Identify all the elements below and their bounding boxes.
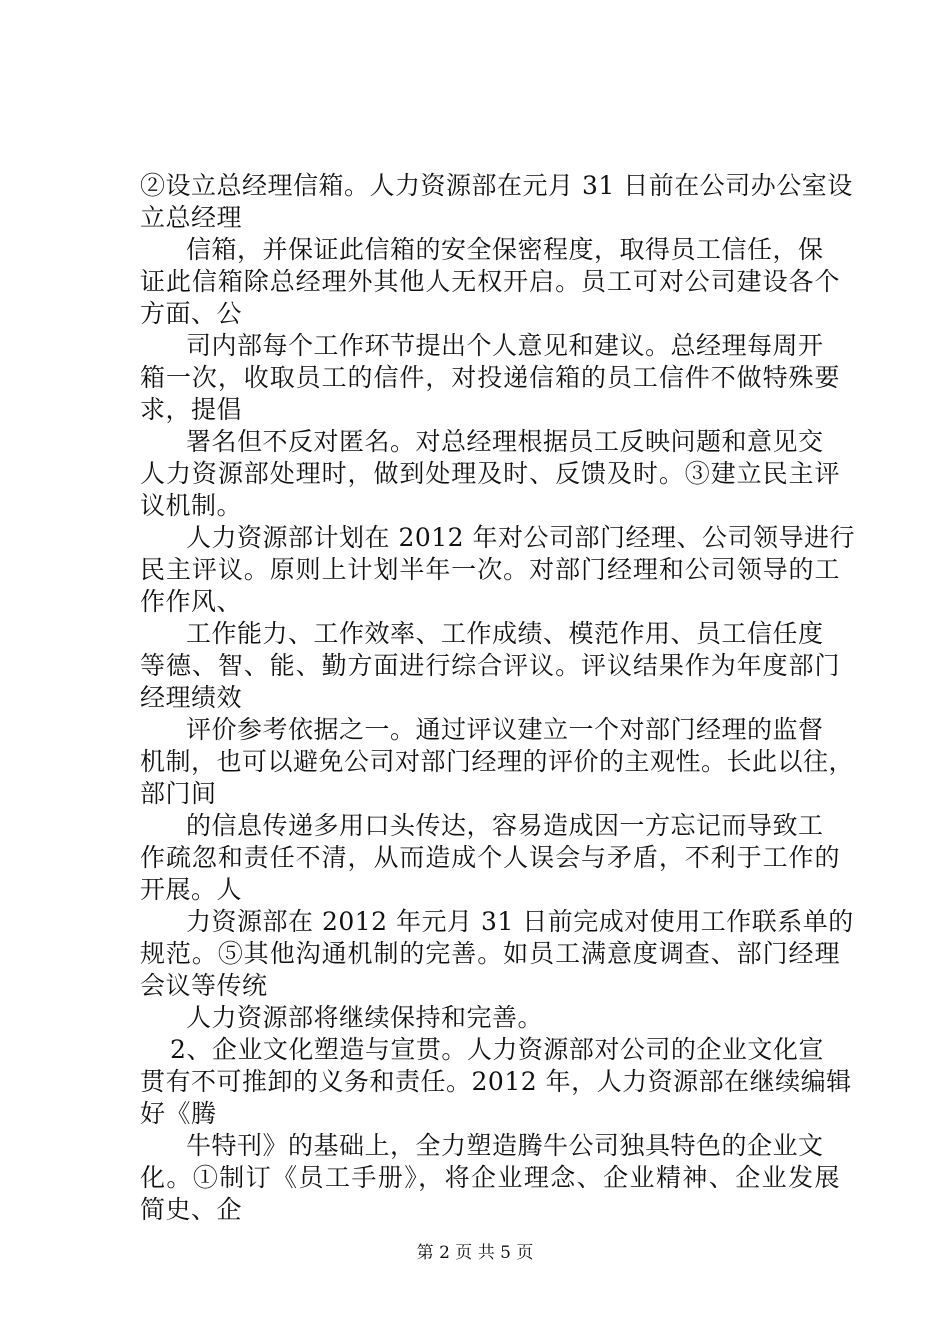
text-line: 开展。人	[140, 875, 243, 904]
text-line: ②设立总经理信箱。人力资源部在元月 31 日前在公司办公室设	[140, 171, 853, 200]
text-line: 简史、企	[140, 1195, 243, 1224]
text-line: 民主评议。原则上计划半年一次。对部门经理和公司领导的工	[140, 555, 840, 584]
text-line: 议机制。	[140, 491, 243, 520]
text-line: 司内部每个工作环节提出个人意见和建议。总经理每周开	[186, 331, 824, 360]
body-text	[140, 170, 856, 1226]
text-line: 好《腾	[140, 1099, 217, 1128]
text-line: 的信息传递多用口头传达，容易造成因一方忘记而导致工	[186, 811, 824, 840]
text-line: 方面、公	[140, 299, 243, 328]
text-line: 会议等传统	[140, 971, 268, 1000]
text-line: 2、企业文化塑造与宣贯。人力资源部对公司的企业文化宣	[170, 1035, 824, 1064]
text-line: 人力资源部计划在 2012 年对公司部门经理、公司领导进行	[186, 523, 856, 552]
text-line: 立总经理	[140, 203, 243, 232]
text-line: 牛特刊》的基础上，全力塑造腾牛公司独具特色的企业文	[186, 1131, 824, 1160]
text-line: 作作风、	[140, 587, 243, 616]
page-number-footer: 第 2 页 共 5 页	[416, 1243, 534, 1263]
text-line: 评价参考依据之一。通过评议建立一个对部门经理的监督	[186, 715, 824, 744]
text-line: 机制，也可以避免公司对部门经理的评价的主观性。长此以往，	[140, 747, 855, 776]
text-line: 求，提倡	[140, 395, 243, 424]
text-line: 人力资源部处理时，做到处理及时、反馈及时。③建立民主评	[140, 459, 840, 488]
text-line: 工作能力、工作效率、工作成绩、模范作用、员工信任度	[186, 619, 824, 648]
text-line: 证此信箱除总经理外其他人无权开启。员工可对公司建设各个	[140, 267, 840, 296]
text-line: 部门间	[140, 779, 217, 808]
text-line: 署名但不反对匿名。对总经理根据员工反映问题和意见交	[186, 427, 824, 456]
text-line: 贯有不可推卸的义务和责任。2012 年，人力资源部在继续编辑	[140, 1067, 852, 1096]
text-line: 经理绩效	[140, 683, 243, 712]
text-line: 箱一次，收取员工的信件，对投递信箱的员工信件不做特殊要	[140, 363, 840, 392]
text-line: 作疏忽和责任不清，从而造成个人误会与矛盾，不利于工作的	[140, 843, 840, 872]
text-line: 人力资源部将继续保持和完善。	[186, 1003, 544, 1032]
text-line: 规范。⑤其他沟通机制的完善。如员工满意度调查、部门经理	[140, 939, 840, 968]
text-line: 化。①制订《员工手册》，将企业理念、企业精神、企业发展	[140, 1163, 840, 1192]
text-line: 等德、智、能、勤方面进行综合评议。评议结果作为年度部门	[140, 651, 840, 680]
text-line: 力资源部在 2012 年元月 31 日前完成对使用工作联系单的	[186, 907, 854, 936]
text-line: 信箱，并保证此信箱的安全保密程度，取得员工信任，保	[186, 235, 824, 264]
